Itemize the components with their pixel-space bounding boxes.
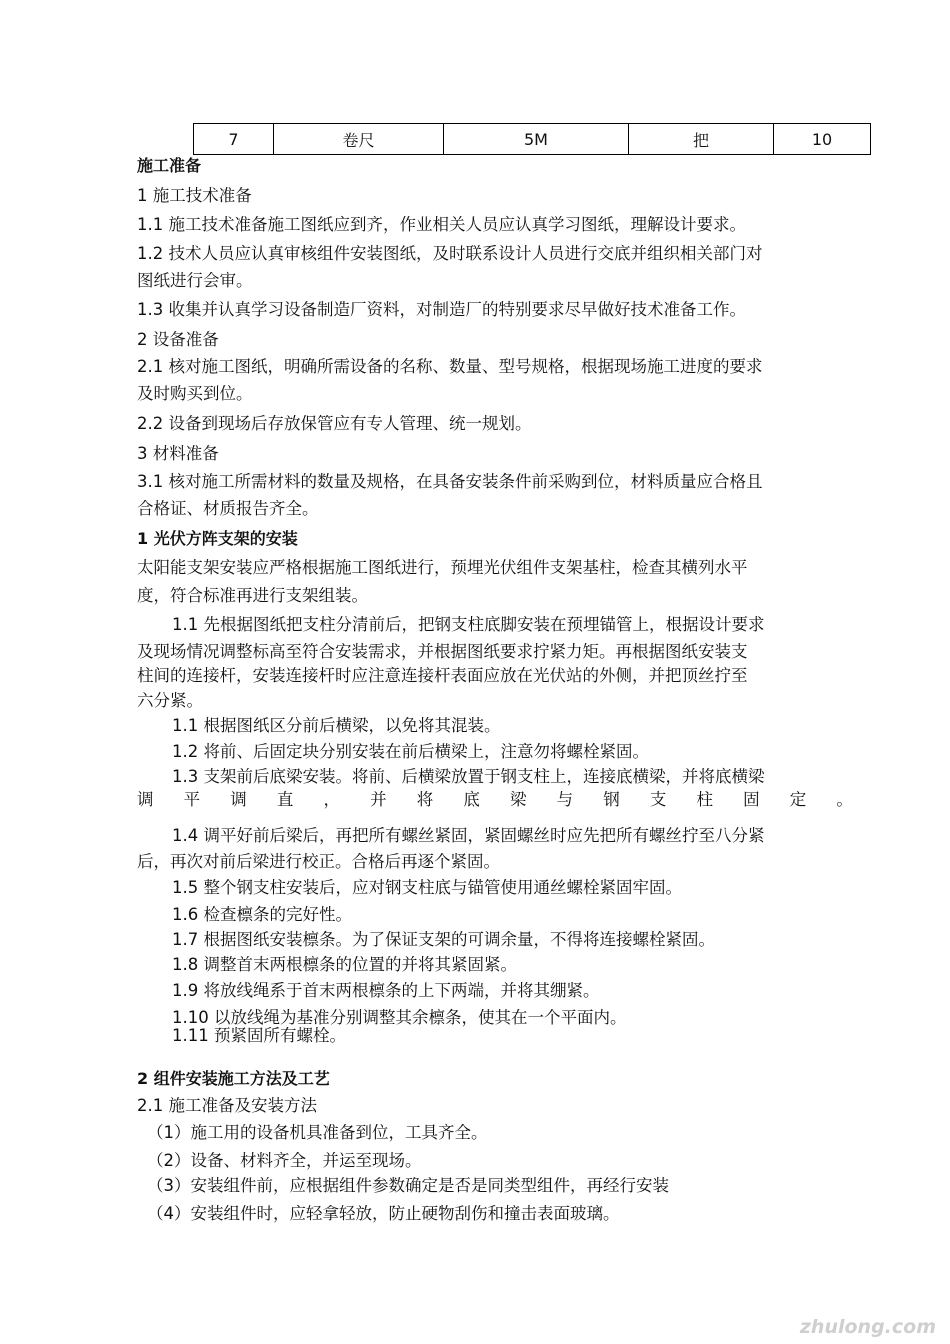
text-line: 2.1 核对施工图纸，明确所需设备的名称、数量、型号规格，根据现场施工进度的要求: [137, 357, 763, 376]
text-line: 1.2 技术人员应认真审核组件安装图纸，及时联系设计人员进行交底并组织相关部门对: [137, 244, 763, 263]
text-line: 图纸进行会审。: [137, 271, 253, 290]
text-line: 1.4 调平好前后梁后，再把所有螺丝紧固，紧固螺丝时应先把所有螺丝拧至八分紧: [172, 826, 765, 845]
spread-char: 固: [743, 790, 760, 809]
spread-char: 与: [556, 790, 574, 809]
text-line: 后，再次对前后梁进行校正。合格后再逐个紧固。: [137, 852, 500, 871]
text-line: 1.8 调整首末两根檩条的位置的并将其紧固紧。: [172, 955, 517, 974]
text-line: 太阳能支架安装应严格根据施工图纸进行，预埋光伏组件支架基柱，检查其横列水平: [137, 558, 748, 577]
table-row: [194, 124, 871, 155]
spread-char: 平: [183, 790, 201, 809]
text-line: 1.10 以放线绳为基准分别调整其余檩条，使其在一个平面内。: [172, 1008, 627, 1027]
text-line: 及现场情况调整标高至符合安装需求，并根据图纸要求拧紧力矩。再根据图纸安装支: [137, 642, 748, 661]
text-line: （1）施工用的设备机具准备到位，工具齐全。: [147, 1123, 488, 1142]
text-line: 六分紧。: [137, 691, 203, 710]
text-line: 3 材料准备: [137, 444, 219, 463]
spread-char: 梁: [510, 790, 527, 809]
text-line: 1 施工技术准备: [137, 186, 252, 205]
table-cell: 7: [194, 124, 274, 155]
spread-char: 钢: [603, 790, 620, 809]
spread-char: 调: [230, 790, 247, 809]
text-line: 1.3 收集并认真学习设备制造厂资料，对制造厂的特别要求尽早做好技术准备工作。: [137, 300, 746, 319]
materials-table: [193, 123, 871, 155]
table-cell: 5M: [444, 124, 629, 155]
text-line: 3.1 核对施工所需材料的数量及规格，在具备安装条件前采购到位，材料质量应合格且: [137, 472, 763, 491]
text-line: 及时购买到位。: [137, 384, 253, 403]
spread-char: 。: [836, 790, 853, 809]
text-line: （2）设备、材料齐全，并运至现场。: [147, 1151, 422, 1170]
table-cell: 卷尺: [274, 124, 444, 155]
text-line: 合格证、材质报告齐全。: [137, 499, 319, 518]
text-line: 2 设备准备: [137, 330, 219, 349]
text-line: 2.2 设备到现场后存放保管应有专人管理、统一规划。: [137, 414, 532, 433]
text-line: 1.6 检查檩条的完好性。: [172, 905, 352, 924]
text-line: 1.3 支架前后底梁安装。将前、后横梁放置于钢支柱上，连接底横梁，并将底横梁: [172, 767, 765, 786]
spread-char: 直: [276, 790, 294, 809]
text-line: （3）安装组件前，应根据组件参数确定是否是同类型组件，再经行安装: [147, 1176, 669, 1195]
table-cell: 10: [774, 124, 871, 155]
table-cell: 把: [629, 124, 774, 155]
section-heading: 2 组件安装施工方法及工艺: [137, 1069, 330, 1088]
text-line: 度，符合标准再进行支架组装。: [137, 586, 368, 605]
spread-char: ，: [323, 790, 340, 809]
text-line: （4）安装组件时，应轻拿轻放，防止硬物刮伤和撞击表面玻璃。: [147, 1204, 620, 1223]
text-line: 柱间的连接杆，安装连接杆时应注意连接杆表面应放在光伏站的外侧，并把顶丝拧至: [137, 666, 748, 685]
text-line: 1.1 施工技术准备施工图纸应到齐，作业相关人员应认真学习图纸，理解设计要求。: [137, 215, 746, 234]
spread-char: 将: [416, 790, 434, 809]
spread-char: 调: [137, 790, 154, 809]
section-heading: 施工准备: [137, 156, 202, 175]
spread-char: 并: [370, 790, 387, 809]
text-line: 1.1 根据图纸区分前后横梁，以免将其混装。: [172, 716, 501, 735]
spread-char: 柱: [696, 790, 713, 809]
text-line: 1.11 预紧固所有螺栓。: [172, 1026, 346, 1045]
text-line: 2.1 施工准备及安装方法: [137, 1096, 317, 1115]
watermark: zhulong.com: [799, 1316, 936, 1338]
text-line: 1.7 根据图纸安装檩条。为了保证支架的可调余量，不得将连接螺栓紧固。: [172, 930, 715, 949]
spread-char: 定: [789, 790, 807, 809]
text-line: 1.1 先根据图纸把支柱分清前后，把钢支柱底脚安装在预埋锚管上，根据设计要求: [172, 615, 765, 634]
text-line: 1.5 整个钢支柱安装后，应对钢支柱底与锚管使用通丝螺栓紧固牢固。: [172, 878, 682, 897]
text-line: 1.2 将前、后固定块分别安装在前后横梁上，注意勿将螺栓紧固。: [172, 742, 649, 761]
text-line: 1.9 将放线绳系于首末两根檩条的上下两端，并将其绷紧。: [172, 981, 600, 1000]
spread-char: 底: [463, 790, 480, 809]
spread-char: 支: [649, 790, 667, 809]
section-heading: 1 光伏方阵支架的安装: [137, 529, 298, 548]
spread-text-line: [137, 789, 853, 811]
